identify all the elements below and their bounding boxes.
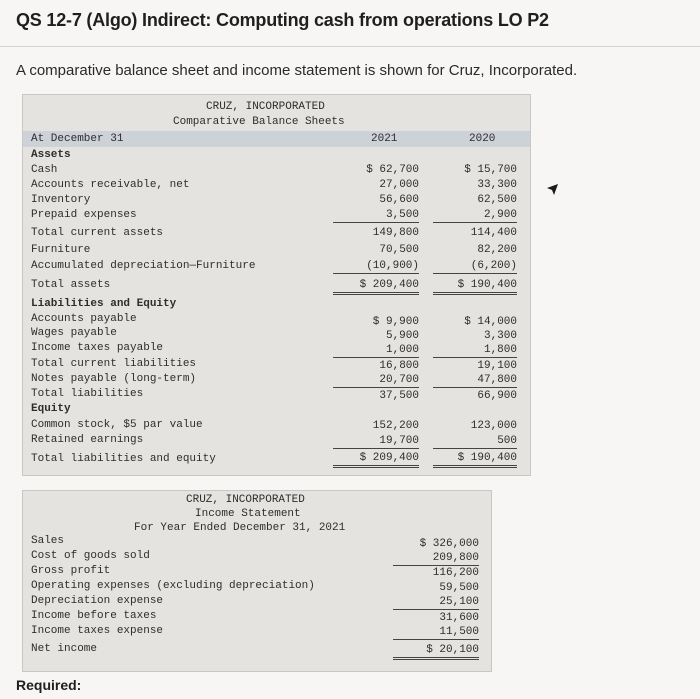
bs-value-2021: $ 9,900 — [372, 316, 419, 328]
bs-value-2021: 37,500 — [379, 390, 419, 402]
bs-row-label: Total current liabilities — [31, 358, 197, 370]
is-row-label: Income taxes expense — [31, 625, 164, 637]
divider — [0, 46, 700, 47]
bs-value-2021: 27,000 — [379, 179, 419, 191]
bs-row-label: Total liabilities — [31, 388, 144, 400]
bs-value-2020: 114,400 — [470, 227, 517, 239]
bs-company: CRUZ, INCORPORATED — [206, 101, 325, 113]
bs-subtitle: Comparative Balance Sheets — [173, 116, 345, 128]
bs-value-2020: 47,800 — [433, 374, 517, 388]
bs-value-2020: $ 190,400 — [433, 279, 517, 295]
bs-value-2020: 33,300 — [477, 179, 517, 191]
bs-row-label: Accounts payable — [31, 313, 137, 325]
bs-row-label: Inventory — [31, 194, 91, 206]
bs-value-2021: 16,800 — [379, 360, 419, 372]
bs-value-2020: (6,200) — [433, 260, 517, 274]
required-heading: Required: — [16, 677, 82, 693]
bs-row-label: Wages payable — [31, 327, 117, 339]
bs-value-2021: $ 209,400 — [333, 452, 419, 468]
bs-value-2021: 19,700 — [333, 435, 419, 449]
is-value: 11,500 — [393, 626, 479, 640]
is-period: For Year Ended December 31, 2021 — [134, 522, 346, 534]
bs-value-2020: $ 14,000 — [464, 316, 517, 328]
cursor-arrow-icon — [544, 182, 560, 198]
bs-value-2021: 5,900 — [385, 330, 419, 342]
intro-text: A comparative balance sheet and income statement is shown for Cruz, Incorporated. — [16, 62, 578, 79]
bs-row-label: Notes payable (long-term) — [31, 373, 197, 385]
is-value: 25,100 — [393, 596, 479, 610]
bs-value-2020: 3,300 — [483, 330, 517, 342]
bs-row-label: Common stock, $5 par value — [31, 419, 203, 431]
bs-row-label: Accumulated depreciation—Furniture — [31, 260, 256, 272]
is-row-label: Operating expenses (excluding depreciation) — [31, 580, 315, 592]
bs-row-label: Assets — [31, 149, 71, 161]
is-row-label: Gross profit — [31, 565, 111, 577]
bs-value-2020: 66,900 — [477, 390, 517, 402]
bs-col-2021: 2021 — [371, 133, 398, 145]
is-row-label: Sales — [31, 535, 65, 547]
bs-value-2020: 62,500 — [477, 194, 517, 206]
bs-value-2021: 1,000 — [333, 344, 419, 358]
page-title: QS 12-7 (Algo) Indirect: Computing cash from operations LO P2 — [16, 10, 549, 30]
bs-value-2021: (10,900) — [333, 260, 419, 274]
bs-row-label: Furniture — [31, 244, 91, 256]
bs-row-label: Cash — [31, 164, 58, 176]
is-row-label: Income before taxes — [31, 610, 157, 622]
balance-sheet-panel — [22, 94, 531, 476]
bs-value-2020: $ 190,400 — [433, 452, 517, 468]
bs-row-label: Total assets — [31, 279, 111, 291]
bs-value-2021: 56,600 — [379, 194, 419, 206]
is-value: $ 326,000 — [419, 538, 479, 550]
is-value: $ 20,100 — [393, 644, 479, 660]
bs-row-label: Equity — [31, 403, 71, 415]
bs-row-label: Retained earnings — [31, 434, 144, 446]
bs-row-label: Accounts receivable, net — [31, 179, 190, 191]
bs-value-2020: 500 — [433, 435, 517, 449]
is-row-label: Net income — [31, 643, 98, 655]
bs-value-2021: 70,500 — [379, 244, 419, 256]
is-value: 31,600 — [439, 612, 479, 624]
bs-value-2020: 123,000 — [470, 420, 517, 432]
bs-value-2020: 82,200 — [477, 244, 517, 256]
bs-value-2021: $ 209,400 — [333, 279, 419, 295]
bs-row-label: Total current assets — [31, 227, 164, 239]
bs-value-2021: 3,500 — [333, 209, 419, 223]
bs-date-label: At December 31 — [31, 133, 124, 145]
bs-value-2021: 152,200 — [372, 420, 419, 432]
bs-value-2020: $ 15,700 — [464, 164, 517, 176]
is-row-label: Depreciation expense — [31, 595, 164, 607]
bs-row-label: Prepaid expenses — [31, 209, 137, 221]
is-row-label: Cost of goods sold — [31, 550, 150, 562]
is-subtitle: Income Statement — [195, 508, 301, 520]
is-value: 209,800 — [393, 552, 479, 566]
bs-value-2021: 20,700 — [333, 374, 419, 388]
is-value: 116,200 — [432, 567, 479, 579]
bs-row-label: Liabilities and Equity — [31, 298, 177, 310]
bs-row-label: Total liabilities and equity — [31, 453, 216, 465]
is-value: 59,500 — [439, 582, 479, 594]
is-company: CRUZ, INCORPORATED — [186, 494, 305, 506]
bs-value-2020: 2,900 — [433, 209, 517, 223]
bs-value-2021: 149,800 — [372, 227, 419, 239]
bs-value-2020: 19,100 — [477, 360, 517, 372]
bs-row-label: Income taxes payable — [31, 342, 164, 354]
bs-col-2020: 2020 — [469, 133, 496, 145]
bs-value-2020: 1,800 — [433, 344, 517, 358]
income-statement-panel — [22, 490, 492, 672]
bs-value-2021: $ 62,700 — [366, 164, 419, 176]
